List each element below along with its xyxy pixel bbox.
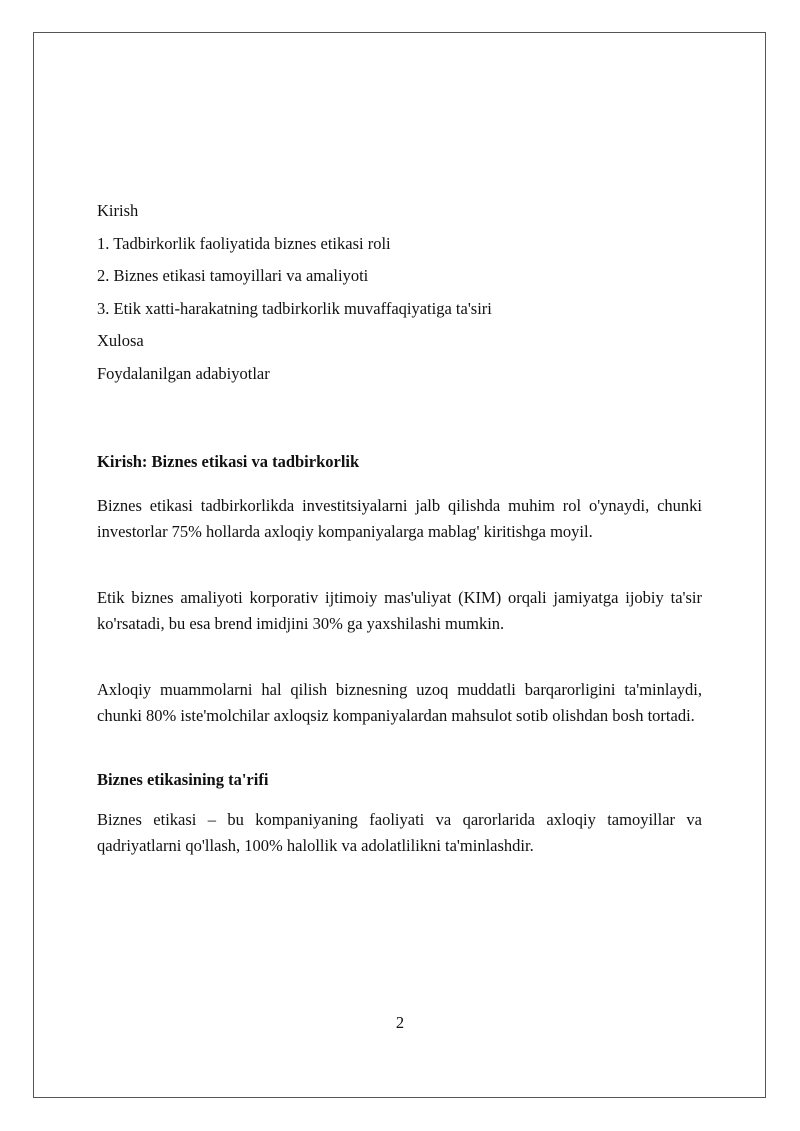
toc-item-1: 1. Tadbirkorlik faoliyatida biznes etikasi roli	[97, 233, 391, 253]
paragraph: Etik biznes amaliyoti korporativ ijtimoiy mas'uliyat (KIM) orqali jamiyatga ijobiy ta'sir ko'rsatadi, bu esa brend imidjini 30% ga yaxshilashi mumkin.	[97, 587, 702, 633]
page-number: 2	[395, 1013, 405, 1032]
paragraph: Axloqiy muammolarni hal qilish biznesning uzoq muddatli barqarorligini ta'minlaydi, chunki 80% iste'molchilar axloqsiz kompaniyalardan mahsulot sotib olishdan bosh tortadi.	[97, 679, 702, 725]
toc-item-conclusion: Xulosa	[97, 331, 144, 351]
section-heading-definition: Biznes etikasining ta'rifi	[97, 769, 269, 789]
paragraph: Biznes etikasi tadbirkorlikda investitsiyalarni jalb qilishda muhim rol o'ynaydi, chunki investorlar 75% hollarda axloqiy kompaniyalarga mablag' kiritishga moyil.	[97, 495, 702, 541]
toc-item-intro: Kirish	[97, 201, 139, 220]
toc-item-references: Foydalanilgan adabiyotlar	[97, 363, 270, 383]
table-of-contents	[97, 200, 702, 396]
document-body	[97, 200, 702, 859]
toc-item-3: 3. Etik xatti-harakatning tadbirkorlik muvaffaqiyatiga ta'siri	[97, 298, 492, 318]
section-heading-intro: Kirish: Biznes etikasi va tadbirkorlik	[97, 451, 360, 471]
paragraph: Biznes etikasi – bu kompaniyaning faoliyati va qarorlarida axloqiy tamoyillar va qadriyatlarni qo'llash, 100% halollik va adolatlilikni ta'minlashdir.	[97, 809, 702, 855]
toc-item-2: 2. Biznes etikasi tamoyillari va amaliyoti	[97, 266, 369, 286]
